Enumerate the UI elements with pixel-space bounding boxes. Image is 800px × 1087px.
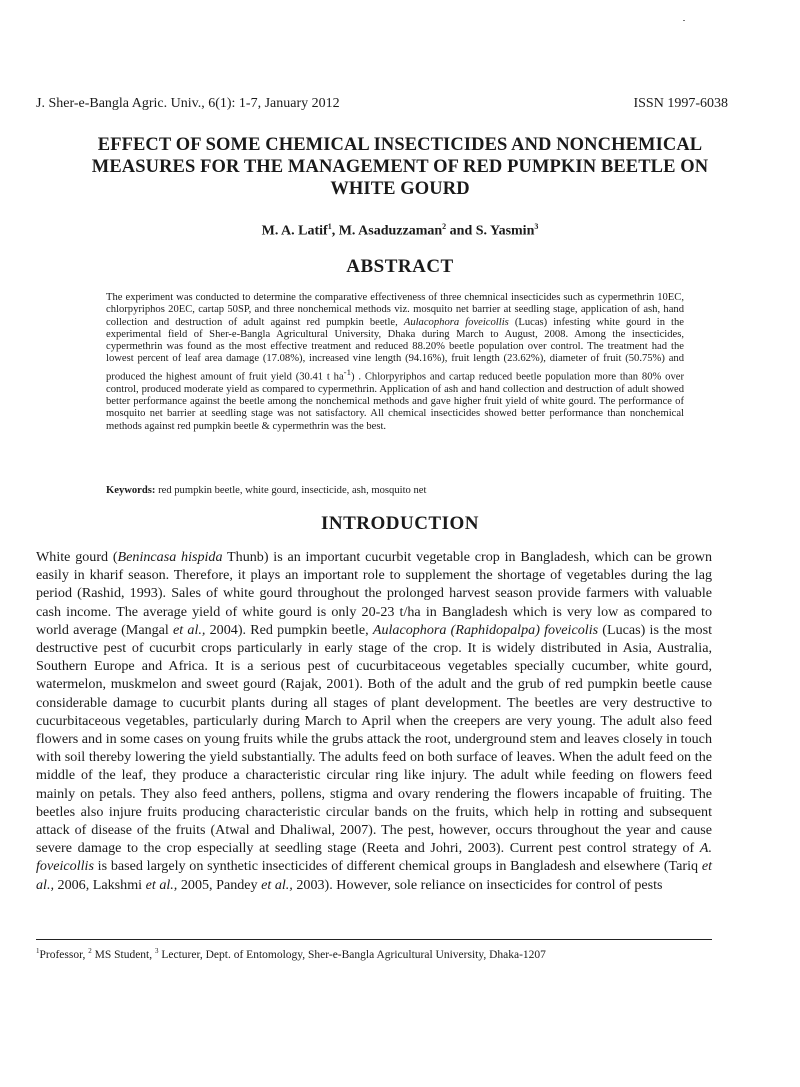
footnote-rule (36, 939, 712, 940)
footnote-text: Professor, (39, 948, 89, 961)
intro-italic: et al., (36, 858, 712, 893)
abstract-text: ) . Chlorpyriphos and cartap reduced beetle population more than 80% over control, produced moderate yield as compared to cypermethrin. Application of ash and hand collection and destruction of adult showed better performance against the beetle among the nonchemical methods and gave higher fruit yield of white gourd. The performance of mosquito net barrier at seedling stage was not satisfactory. All chemical insecticides showed better performance than nonchemical methods against red pumpkin beetle & cypermethrin was the best. (106, 371, 684, 432)
paper-title (60, 134, 740, 200)
author-separator: and (446, 223, 476, 239)
author-2: M. Asaduzzaman (338, 223, 443, 239)
abstract-text: The experiment was conducted to determine the comparative effectiveness of three chemnical insecticides such as cypermethrin 10EC, chlorpyriphos 20EC, cartap 50SP, and three nonchemical methods viz. mosquito net barrier at seedling stage, application of ash, hand collection and destruction of adult against red pumpkin beetle, (106, 292, 684, 328)
unit-superscript: -1 (343, 366, 352, 377)
scan-speck (683, 20, 685, 21)
abstract-body (106, 292, 684, 433)
introduction-heading: INTRODUCTION (320, 513, 480, 534)
intro-text: Thunb) is an important cucurbit vegetable crop in Bangladesh, which can be grown easily in kharif season. Therefore, it plays an important role to supplement the shortage of vegetables during the lag period (Rashid, 1993). Sales of white gourd throughout the prolonged harvest season provide farmers with valuable cash income. The average yield of white gourd is only 20-23 t/ha in Bangladesh which is very low as compared to world average (Mangal (36, 549, 712, 638)
title-line-2: MEASURES FOR THE MANAGEMENT OF RED PUMPKIN BEETLE ON (91, 157, 709, 177)
abstract-species: Aulacophora foveicollis (403, 316, 509, 328)
abstract-text: (Lucas) infesting white gourd in the experimental field of Sher-e-Bangla Agricultural University, Dhaka during March to August, 2008. Among the insecticides, cypermethrin was found as the most effective treatment and reduced 88.20% beetle population over control. The treatment had the lowest percent of leaf area damage (17.08%), increased vine length (94.16%), fruit length (23.62%), diameter of fruit (50.75%) and produced the highest amount of fruit yield (30.41 t ha (106, 316, 684, 383)
footnote-mark: 3 (155, 947, 159, 955)
intro-italic: et al., (145, 876, 178, 893)
intro-italic: et al., (261, 876, 293, 893)
author-1-affil: 1 (327, 222, 332, 231)
title-line-3: WHITE GOURD (330, 179, 470, 199)
keywords-text: red pumpkin beetle, white gourd, insecticide, ash, mosquito net (155, 485, 427, 496)
intro-text: is based largely on synthetic insecticides of different chemical groups in Bangladesh and elsewhere (Tariq (93, 858, 702, 875)
intro-italic: Aulacophora (Raphidopalpa) foveicolis (372, 621, 599, 638)
author-separator: , (331, 223, 339, 239)
footnote-text: MS Student, (91, 948, 155, 961)
footnote-mark: 2 (88, 947, 92, 955)
intro-italic: Benincasa hispida (117, 549, 223, 565)
intro-text: 2006, Lakshmi (54, 876, 146, 893)
author-1: M. A. Latif (261, 223, 328, 239)
footnote-mark: 1 (36, 947, 40, 955)
journal-citation: J. Sher-e-Bangla Agric. Univ., 6(1): 1-7, January 2012 (36, 96, 340, 111)
affiliation-footnote (36, 947, 712, 961)
intro-text: (Lucas) is the most destructive pest of cucurbit crops particularly in early stage of the crop. It is widely distributed in Asia, Australia, Southern Europe and Africa. It is a serious pest of cucurbitaceous vegetables specially cucumber, white gourd, watermelon, muskmelon and sweet gourd (Rajak, 2001). Both of the adult and the grub of red pumpkin beetle cause considerable damage to cucurbit plants during all stages of plant development. The beetles are very destructive to cucurbitaceous vegetables, particularly during March to April when the creepers are very young. The adult also feed flowers and in some cases on young fruits while the grubs attack the root, underground stem and leaves closely in touch with soil thereby lowering the yield substantially. The adults feed on both surface of leaves. When the adult feed on the middle of the leaf, they produce a characteristic circular ring like injury. The adult while feeding on flowers feed mainly on petals. They also feed anthers, pollens, stigma and ovary rendering the flowers incapable of fruiting. The beetles also injure fruits producing characteristic circular bands on the fruits, which help in rotting and subsequent attack of disease of the fruits (Atwal and Dhaliwal, 2007). The pest, however, occurs throughout the year and cause severe damage to the crop especially at seedling stage (Reeta and Johri, 2003). Current pest control strategy of (36, 621, 712, 857)
author-2-affil: 2 (442, 222, 447, 231)
author-list (0, 222, 800, 240)
issn: ISSN 1997-6038 (633, 96, 728, 111)
introduction-body (36, 548, 712, 894)
author-3-affil: 3 (534, 222, 539, 231)
intro-italic: A. foveicollis (36, 840, 712, 875)
author-3: S. Yasmin (475, 223, 535, 239)
keywords-label: Keywords: (106, 485, 156, 496)
intro-text: White gourd ( (36, 549, 118, 565)
intro-italic: et al., (173, 621, 206, 638)
footnote-text: Lecturer, Dept. of Entomology, Sher-e-Bangla Agricultural University, Dhaka-1207 (158, 948, 546, 961)
keywords (106, 484, 684, 497)
intro-text: 2005, Pandey (177, 876, 262, 893)
intro-text: 2003). However, sole reliance on insecticides for control of pests (292, 876, 663, 893)
intro-text: 2004). Red pumpkin beetle, (205, 621, 373, 638)
title-line-1: EFFECT OF SOME CHEMICAL INSECTICIDES AND NONCHEMICAL (97, 135, 703, 155)
abstract-heading: ABSTRACT (346, 256, 454, 277)
running-header (36, 96, 728, 116)
